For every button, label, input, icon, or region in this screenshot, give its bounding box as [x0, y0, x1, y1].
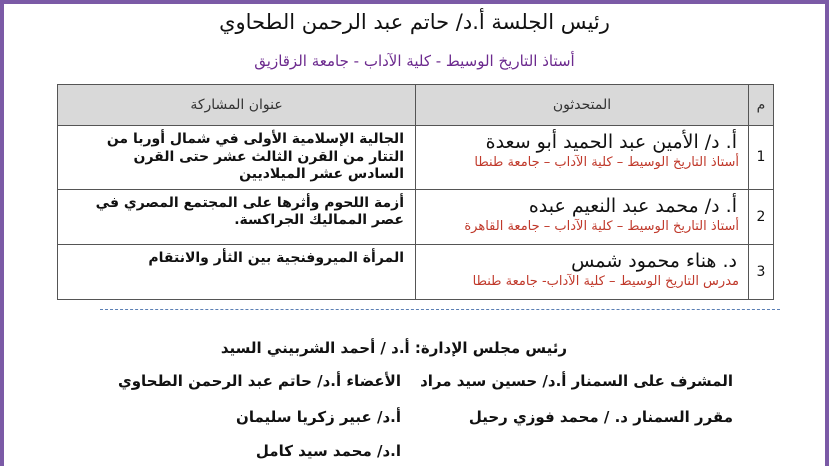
top-border [0, 0, 829, 4]
session-chair-affiliation: أستاذ التاريخ الوسيط - كلية الآداب - جامعة الزقازيق [254, 52, 575, 70]
session-chair: رئيس الجلسة أ.د/ حاتم عبد الرحمن الطحاوي [219, 10, 610, 34]
table-header-row [58, 85, 774, 126]
seminar-supervisor: المشرف على السمنار أ.د/ حسين سيد مراد [420, 372, 733, 390]
title-cell [58, 189, 416, 244]
row-number: 3 [749, 244, 774, 299]
participation-title: الجالية الإسلامية الأولى في شمال أوربا من التتار من القرن الثالث عشر حتى القرن السادس عشر الميلاديين [106, 131, 404, 182]
table-row [58, 244, 774, 299]
speaker-cell [416, 244, 749, 299]
speaker-affiliation: أستاذ التاريخ الوسيط – كلية الآداب – جامعة طنطا [474, 155, 739, 170]
col-number-header: م [749, 85, 774, 126]
participation-title: أزمة اللحوم وأثرها على المجتمع المصري في عصر المماليك الجراكسة. [95, 194, 404, 228]
col-title-header: عنوان المشاركة [58, 85, 416, 126]
speaker-affiliation: مدرس التاريخ الوسيط – كلية الآداب- جامعة طنطا [472, 273, 739, 289]
row-number: 1 [749, 126, 774, 190]
table-row [58, 189, 774, 244]
row-number: 2 [749, 189, 774, 244]
speaker-cell [416, 126, 749, 190]
speaker-name: د. هناء محمود شمس [571, 249, 737, 272]
speaker-name: أ. د/ محمد عبد النعيم عبده [528, 194, 737, 217]
participation-title: المرأة الميروفنجية بين الثأر والانتقام [148, 249, 404, 266]
board-member-2: أ.د/ عبير زكريا سليمان [236, 408, 401, 426]
col-speakers-header: المتحدثون [416, 85, 749, 126]
board-president: رئيس مجلس الإدارة: أ.د / أحمد الشربيني السيد [220, 339, 567, 357]
dashed-divider [100, 309, 780, 310]
title-cell [58, 126, 416, 190]
board-member-3: ا.د/ محمد سيد كامل [255, 442, 401, 460]
speaker-cell [416, 189, 749, 244]
title-cell [58, 244, 416, 299]
table-row [58, 126, 774, 190]
speaker-affiliation: أستاذ التاريخ الوسيط – كلية الآداب – جامعة القاهرة [464, 218, 739, 234]
speakers-table [57, 84, 774, 300]
seminar-rapporteur: مقرر السمنار د. / محمد فوزي رحيل [468, 408, 733, 426]
board-members: الأعضاء أ.د/ حاتم عبد الرحمن الطحاوي [117, 372, 401, 390]
speaker-name: أ. د/ الأمين عبد الحميد أبو سعدة [485, 131, 737, 153]
